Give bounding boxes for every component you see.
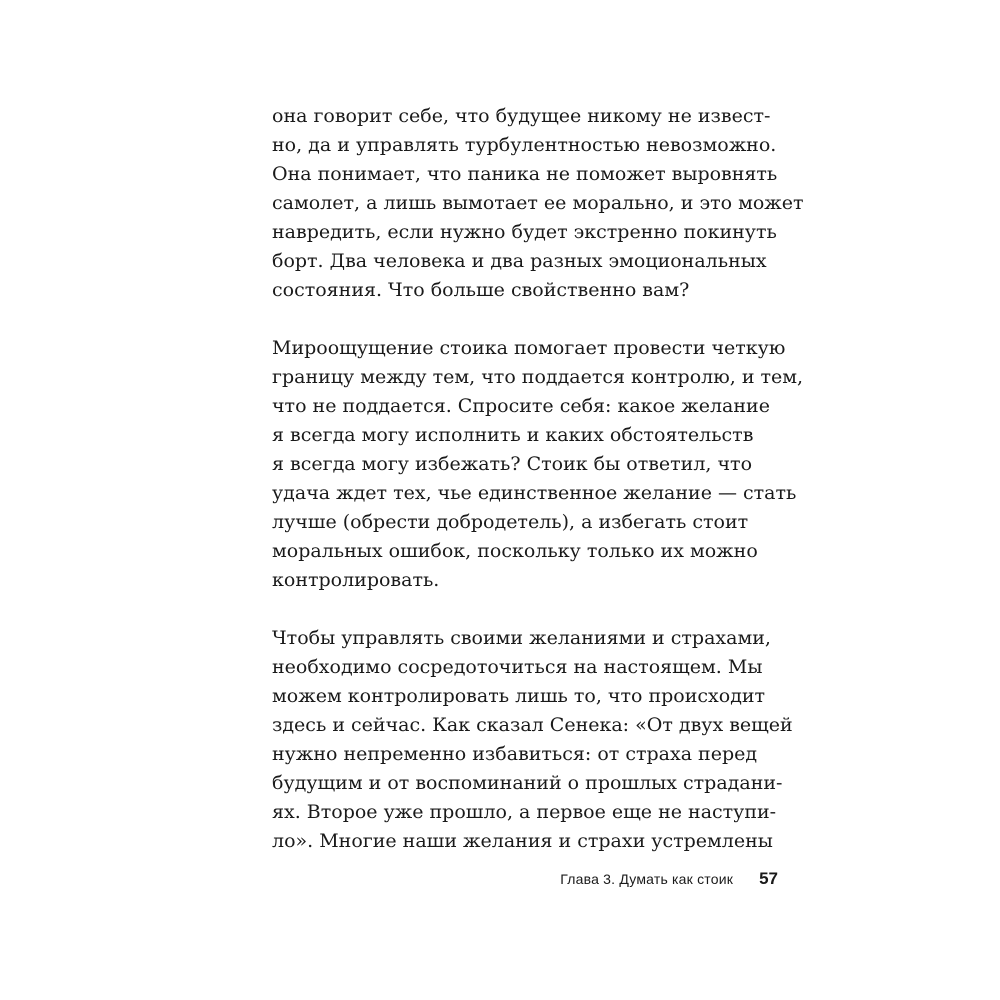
text-line: нужно непременно избавиться: от страха перед [272,743,758,765]
text-line: контролировать. [272,569,440,591]
text-line: я всегда могу исполнить и каких обстоятельств [272,424,754,446]
text-line: будущим и от воспоминаний о прошлых страдани- [272,772,783,794]
text-line: Чтобы управлять своими желаниями и страхами, [272,627,771,649]
text-line: но, да и управлять турбулентностью невозможно. [272,134,777,156]
text-line: что не поддается. Спросите себя: какое желание [272,395,770,417]
text-line: моральных ошибок, поскольку только их можно [272,540,758,562]
page-number: 57 [759,869,778,888]
paragraph-3 [272,624,793,856]
text-line: ло». Многие наши желания и страхи устремлены [272,830,773,852]
text-line: можем контролировать лишь то, что происходит [272,685,766,707]
paragraph-1 [272,102,804,305]
text-line: Мироощущение стоика помогает провести четкую [272,337,786,359]
text-line: борт. Два человека и два разных эмоциональных [272,250,767,272]
text-line: необходимо сосредоточиться на настоящем. Мы [272,656,763,678]
text-line: удача ждет тех, чье единственное желание — стать [272,482,797,504]
running-head: Глава 3. Думать как стоик [560,871,734,887]
text-line: навредить, если нужно будет экстренно покинуть [272,221,777,243]
text-line: она говорит себе, что будущее никому не извест- [272,105,771,127]
text-line: я всегда могу избежать? Стоик бы ответил, что [272,453,753,475]
paragraph-2 [272,334,804,595]
text-line: здесь и сейчас. Как сказал Сенека: «От двух вещей [272,714,793,736]
text-line: лучше (обрести добродетель), а избегать стоит [272,511,749,533]
text-line: границу между тем, что поддается контролю, и тем, [272,366,804,388]
page-footer [460,866,778,892]
text-line: Она понимает, что паника не поможет выровнять [272,163,778,185]
text-line: самолет, а лишь вымотает ее морально, и это может [272,192,804,214]
text-line: состояния. Что больше свойственно вам? [272,279,690,301]
text-line: ях. Второе уже прошло, а первое еще не наступи- [272,801,777,823]
